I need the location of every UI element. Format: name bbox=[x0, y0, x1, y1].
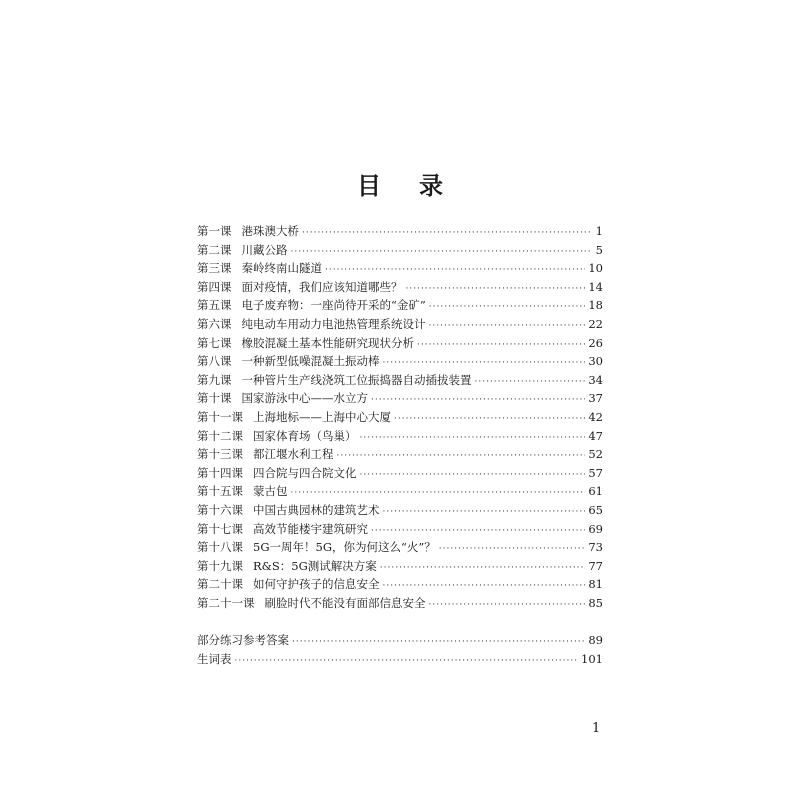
lesson-title: 橡胶混凝土基本性能研究现状分析 bbox=[241, 335, 414, 350]
toc-entry[interactable] bbox=[197, 482, 603, 501]
lesson-title: 四合院与四合院文化 bbox=[253, 465, 357, 480]
page-number: 22 bbox=[588, 316, 603, 331]
toc-entry[interactable] bbox=[197, 501, 603, 520]
lesson-title: 中国古典园林的建筑艺术 bbox=[253, 502, 380, 517]
lesson-number: 第一课 bbox=[197, 224, 232, 238]
lesson-number: 第十二课 bbox=[197, 428, 243, 443]
dot-leader bbox=[417, 336, 585, 355]
toc-entry[interactable] bbox=[197, 520, 603, 539]
page-number: 34 bbox=[588, 372, 603, 387]
toc-entry[interactable] bbox=[197, 241, 603, 260]
toc-entry[interactable] bbox=[197, 575, 603, 594]
lesson-number: 第十九课 bbox=[197, 558, 243, 573]
lesson-number: 第二十一课 bbox=[197, 595, 255, 610]
lesson-title: 港珠澳大桥 bbox=[241, 224, 299, 238]
toc-entry[interactable] bbox=[197, 445, 603, 464]
page-number: 65 bbox=[588, 502, 603, 517]
lesson-title: 川藏公路 bbox=[241, 242, 288, 257]
lesson-title: 一种新型低噪混凝土振动棒 bbox=[241, 354, 380, 369]
lesson-number: 第十五课 bbox=[197, 484, 243, 499]
lesson-title: 电子废弃物：一座尚待开采的“金矿” bbox=[241, 298, 426, 313]
lesson-number: 第十三课 bbox=[197, 447, 243, 462]
toc-entry[interactable] bbox=[197, 371, 603, 390]
lesson-title: R&S：5G测试解决方案 bbox=[253, 558, 377, 573]
toc-entry[interactable] bbox=[197, 352, 603, 371]
page-number: 57 bbox=[588, 465, 603, 480]
page-number: 37 bbox=[588, 391, 603, 406]
page-number: 47 bbox=[588, 428, 603, 443]
dot-leader bbox=[439, 540, 586, 559]
toc-entry[interactable] bbox=[197, 334, 603, 353]
lesson-title: 面对疫情，我们应该知道哪些？ bbox=[241, 279, 403, 294]
lesson-title: 上海地标——上海中心大厦 bbox=[253, 409, 391, 424]
lesson-title: 高效节能楼宇建筑研究 bbox=[253, 521, 368, 536]
lesson-number: 第二课 bbox=[197, 242, 232, 257]
dot-leader bbox=[406, 280, 586, 299]
lesson-title: 国家体育场（鸟巢） bbox=[253, 428, 357, 443]
lesson-title: 刷脸时代不能没有面部信息安全 bbox=[264, 595, 426, 610]
dot-leader bbox=[383, 503, 586, 522]
page-number: 30 bbox=[588, 354, 603, 369]
appendix-title: 生词表 bbox=[197, 651, 232, 666]
toc-entry[interactable] bbox=[197, 389, 603, 408]
lesson-number: 第十六课 bbox=[197, 502, 243, 517]
lesson-number: 第十一课 bbox=[197, 409, 243, 424]
dot-leader bbox=[337, 447, 586, 466]
dot-leader bbox=[360, 429, 586, 448]
toc-entry[interactable] bbox=[197, 408, 603, 427]
lesson-title: 如何守护孩子的信息安全 bbox=[253, 577, 380, 592]
lesson-number: 第十课 bbox=[197, 391, 232, 406]
page-number: 10 bbox=[588, 261, 603, 276]
toc-entry-glossary[interactable] bbox=[197, 650, 603, 669]
toc-entry[interactable] bbox=[197, 278, 603, 297]
toc-entry[interactable] bbox=[197, 464, 603, 483]
page-number: 1 bbox=[595, 224, 603, 238]
table-of-contents bbox=[197, 222, 603, 612]
appendix-title: 部分练习参考答案 bbox=[197, 633, 289, 647]
page-title bbox=[0, 166, 800, 201]
dot-leader bbox=[302, 224, 590, 243]
lesson-title: 一种管片生产线浇筑工位振捣器自动插拔装置 bbox=[241, 372, 472, 387]
lesson-number: 第四课 bbox=[197, 279, 232, 294]
toc-appendix bbox=[197, 631, 603, 668]
dot-leader bbox=[429, 317, 586, 336]
page-number: 85 bbox=[588, 595, 603, 610]
lesson-number: 第八课 bbox=[197, 354, 232, 369]
page-number: 5 bbox=[595, 242, 603, 257]
page-number: 42 bbox=[588, 409, 603, 424]
lesson-title: 蒙古包 bbox=[253, 484, 288, 499]
page-number: 101 bbox=[581, 651, 603, 666]
lesson-number: 第二十课 bbox=[197, 577, 243, 592]
dot-leader bbox=[291, 243, 591, 262]
title-char-1: 目 bbox=[357, 171, 381, 200]
dot-leader bbox=[429, 298, 586, 317]
dot-leader bbox=[360, 466, 586, 485]
dot-leader bbox=[292, 633, 585, 652]
lesson-title: 5G一周年！5G，你为何这么“火”？ bbox=[253, 540, 436, 555]
lesson-number: 第七课 bbox=[197, 335, 232, 350]
toc-entry[interactable] bbox=[197, 594, 603, 613]
lesson-number: 第六课 bbox=[197, 316, 232, 331]
lesson-title: 秦岭终南山隧道 bbox=[241, 261, 322, 276]
dot-leader bbox=[235, 652, 579, 671]
lesson-number: 第十八课 bbox=[197, 540, 243, 555]
dot-leader bbox=[394, 410, 585, 429]
page-number: 69 bbox=[588, 521, 603, 536]
toc-entry-answers[interactable] bbox=[197, 631, 603, 650]
lesson-title: 都江堰水利工程 bbox=[253, 447, 334, 462]
toc-entry[interactable] bbox=[197, 259, 603, 278]
dot-leader bbox=[475, 373, 586, 392]
toc-entry[interactable] bbox=[197, 557, 603, 576]
page-number: 61 bbox=[588, 484, 603, 499]
lesson-title: 纯电动车用动力电池热管理系统设计 bbox=[241, 316, 426, 331]
page-number: 73 bbox=[588, 540, 603, 555]
lesson-title: 国家游泳中心——水立方 bbox=[241, 391, 368, 406]
toc-entry[interactable] bbox=[197, 222, 603, 241]
title-char-2: 录 bbox=[419, 171, 443, 200]
dot-leader bbox=[380, 559, 586, 578]
toc-entry[interactable] bbox=[197, 296, 603, 315]
page-number: 18 bbox=[588, 298, 603, 313]
lesson-number: 第三课 bbox=[197, 261, 232, 276]
lesson-number: 第十七课 bbox=[197, 521, 243, 536]
toc-entry[interactable] bbox=[197, 427, 603, 446]
page-number: 14 bbox=[588, 279, 603, 294]
dot-leader bbox=[429, 596, 586, 615]
lesson-number: 第十四课 bbox=[197, 465, 243, 480]
page-folio: 1 bbox=[592, 721, 601, 736]
lesson-number: 第五课 bbox=[197, 298, 232, 313]
page-number: 52 bbox=[588, 447, 603, 462]
page-number: 77 bbox=[588, 558, 603, 573]
toc-entry[interactable] bbox=[197, 315, 603, 334]
dot-leader bbox=[371, 391, 585, 410]
page-number: 89 bbox=[588, 633, 603, 647]
page-number: 26 bbox=[588, 335, 603, 350]
page-number: 81 bbox=[588, 577, 603, 592]
toc-entry[interactable] bbox=[197, 538, 603, 557]
lesson-number: 第九课 bbox=[197, 372, 232, 387]
